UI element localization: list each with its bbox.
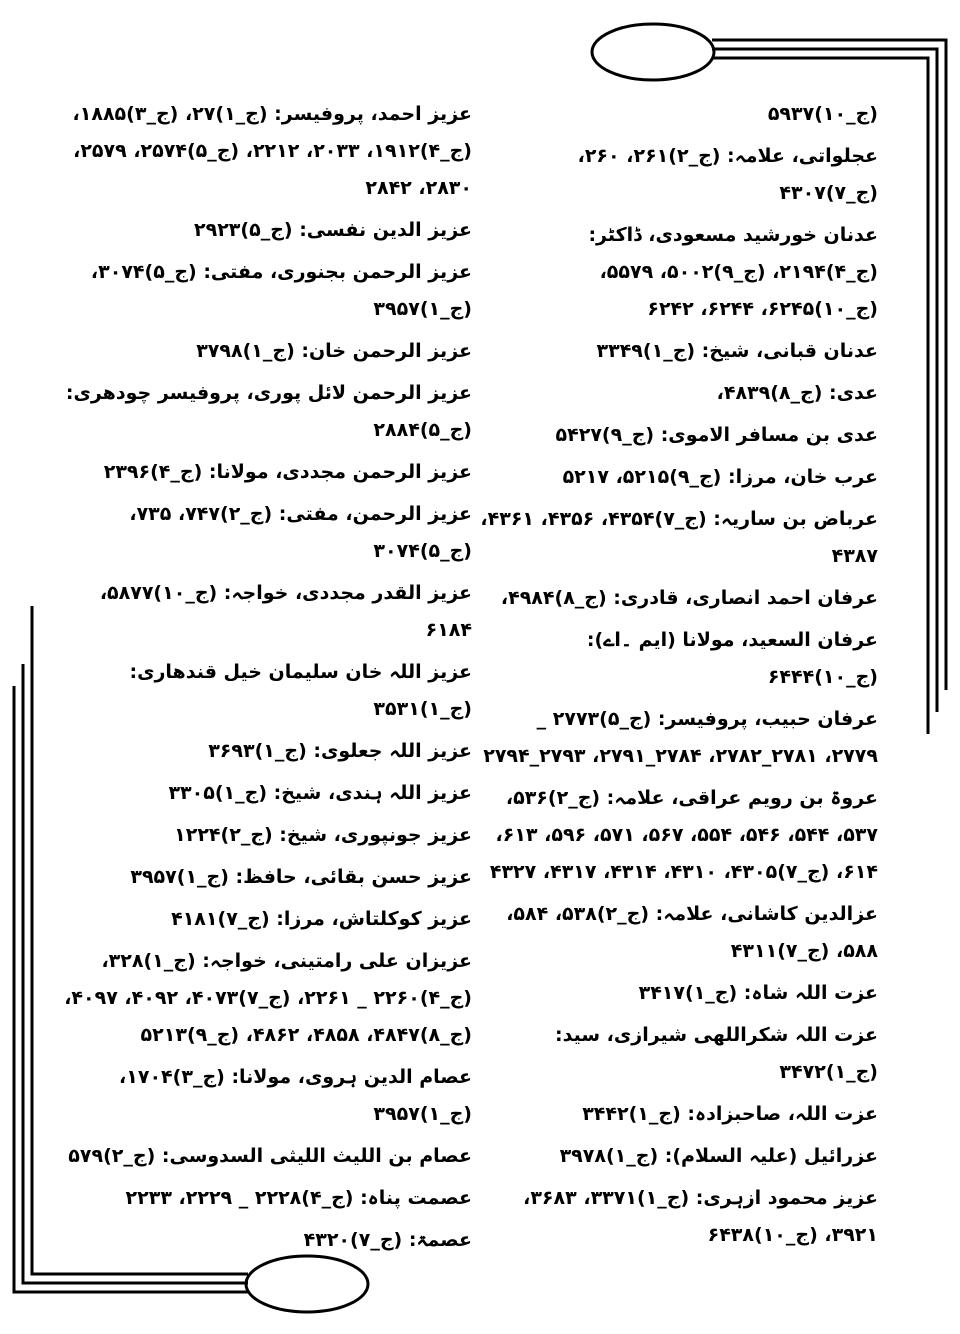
index-entry: عزالدین کاشانی، علامہ: (ج_۲)۵۳۸، ۵۸۴، ۵۸۸، (ج_۷)۴۳۱۱ <box>506 903 878 962</box>
index-entry: عرفان احمد انصاری، قادری: (ج_۸)۴۹۸۴، <box>500 587 878 609</box>
index-entry: عزت اللہ، صاحبزادہ: (ج_۱)۳۴۴۲ <box>582 1103 878 1125</box>
bottom-oval-ornament <box>246 1256 368 1312</box>
index-entry: عزیز الرحمن لائل پوری، پروفیسر چودھری: (ج_۵)۲۸۸۴ <box>65 382 472 441</box>
top-oval-ornament <box>592 24 714 80</box>
index-entry: عرفان حبیب، پروفیسر: (ج_۵)۲۷۷۳ _ ۲۷۷۹، ۲۷۸۱_۲۷۸۲، ۲۷۸۴_۲۷۹۱، ۲۷۹۳_۲۷۹۴ <box>483 708 878 767</box>
index-entry: عصمۃ: (ج_۷)۴۳۲۰ <box>303 1229 472 1251</box>
index-entry: عدی بن مسافر الاموی: (ج_۹)۵۴۲۷ <box>555 424 878 446</box>
index-entry: عجلواتی، علامہ: (ج_۲)۲۶۱، ۲۶۰، (ج_۷)۴۳۰۷ <box>577 145 878 204</box>
index-entry: عرفان السعید، مولانا (ایم ۔اے): (ج_۱۰)۶۴۴۴ <box>586 629 878 688</box>
index-entry: عروۃ بن رویم عراقی، علامہ: (ج_۲)۵۳۶، ۵۳۷، ۵۴۴، ۵۴۶، ۵۵۴، ۵۶۷، ۵۷۱، ۵۹۶، ۶۱۳، ۶۱۴، (ج_۷)۴۳۰۵، ۴۳۱۰، ۴۳۱۴، ۴۳۱۷، ۴۳۲۷ <box>489 787 878 883</box>
index-entry: عرب خان، مرزا: (ج_۹)۵۲۱۵، ۵۲۱۷ <box>562 466 878 488</box>
index-entry: عزرائیل (علیہ السلام): (ج_۱)۳۹۷۸ <box>559 1145 878 1167</box>
index-entry: عزیز الرحمن بجنوری، مفتی: (ج_۵)۳۰۷۴، (ج_۱)۳۹۵۷ <box>90 261 472 320</box>
index-entry: عزیز حسن بقائی، حافظ: (ج_۱)۳۹۵۷ <box>130 866 472 888</box>
index-entry: عزیز جونپوری، شیخ: (ج_۲)۱۲۲۴ <box>174 824 472 846</box>
index-entry: عزیز احمد، پروفیسر: (ج_۱)۲۷، (ج_۳)۱۸۸۵، (ج_۴)۱۹۱۲، ۲۰۳۳، ۲۲۱۲، (ج_۵)۲۵۷۴، ۲۵۷۹، ۲۸۳۰، ۲۸۴۲ <box>72 103 472 199</box>
index-entry: عزیز الرحمن خان: (ج_۱)۳۷۹۸ <box>196 340 472 362</box>
index-entry: عزیز محمود ازہری: (ج_۱)۳۳۷۱، ۳۶۸۳، ۳۹۲۱، (ج_۱۰)۶۴۳۸ <box>523 1187 878 1246</box>
index-entry: عزیز اللہ ہندی، شیخ: (ج_۱)۳۳۰۵ <box>168 782 472 804</box>
index-entry: عزیزان علی رامتینی، خواجہ: (ج_۱)۳۲۸، (ج_۴)۲۲۶۰ _ ۲۲۶۱، (ج_۷)۴۰۷۳، ۴۰۹۲، ۴۰۹۷، (ج_۸)۴۸۴۷، ۴۸۵۸، ۴۸۶۲، (ج_۹)۵۲۱۳ <box>64 950 472 1046</box>
index-entry: عزیز الدین نفسی: (ج_۵)۲۹۲۳ <box>194 219 472 241</box>
index-entry: عدنان خورشید مسعودی، ڈاکٹر: (ج_۴)۲۱۹۴، (ج_۹)۵۰۰۲، ۵۵۷۹، (ج_۱۰)۶۲۴۵، ۶۲۴۴، ۶۲۴۲ <box>588 224 878 320</box>
index-column-left <box>62 96 472 1264</box>
index-entry: عدی: (ج_۸)۴۸۳۹، <box>716 382 878 404</box>
index-entry: عزیز کوکلتاش، مرزا: (ج_۷)۴۱۸۱ <box>171 908 472 930</box>
index-entry: عزیز القدر مجددی، خواجہ: (ج_۱۰)۵۸۷۷، ۶۱۸۴ <box>99 582 472 641</box>
index-entry: عصام الدین ہروی، مولانا: (ج_۳)۱۷۰۴، (ج_۱)۳۹۵۷ <box>119 1066 472 1125</box>
index-entry: عزیز الرحمن، مفتی: (ج_۲)۷۴۷، ۷۳۵، (ج_۵)۳۰۷۴ <box>129 503 472 562</box>
index-entry: (ج_۱۰)۵۹۳۷ <box>767 103 878 125</box>
index-entry: عزیز الرحمن مجددی، مولانا: (ج_۴)۲۳۹۶ <box>103 461 472 483</box>
index-entry: عزت اللہ شکراللھی شیرازی، سید: (ج_۱)۳۴۷۲ <box>555 1024 878 1083</box>
index-entry: عزیز اللہ خان سلیمان خیل قندھاری: (ج_۱)۳۵۳۱ <box>129 661 472 720</box>
index-entry: عدنان قبانی، شیخ: (ج_۱)۳۳۴۹ <box>596 340 878 362</box>
index-entry: عصمت پناہ: (ج_۴)۲۲۲۸ _ ۲۲۲۹، ۲۲۳۳ <box>125 1187 472 1209</box>
index-column-right <box>478 96 878 1259</box>
index-entry: عزت اللہ شاہ: (ج_۱)۳۴۱۷ <box>638 982 878 1004</box>
index-entry: عزیز اللہ جعلوی: (ج_۱)۳۶۹۳ <box>208 740 472 762</box>
index-entry: عرباض بن ساریہ: (ج_۷)۴۳۵۴، ۴۳۵۶، ۴۳۶۱، ۴۳۸۷ <box>480 508 878 567</box>
index-entry: عصام بن اللیث اللیثی السدوسی: (ج_۲)۵۷۹ <box>68 1145 472 1167</box>
